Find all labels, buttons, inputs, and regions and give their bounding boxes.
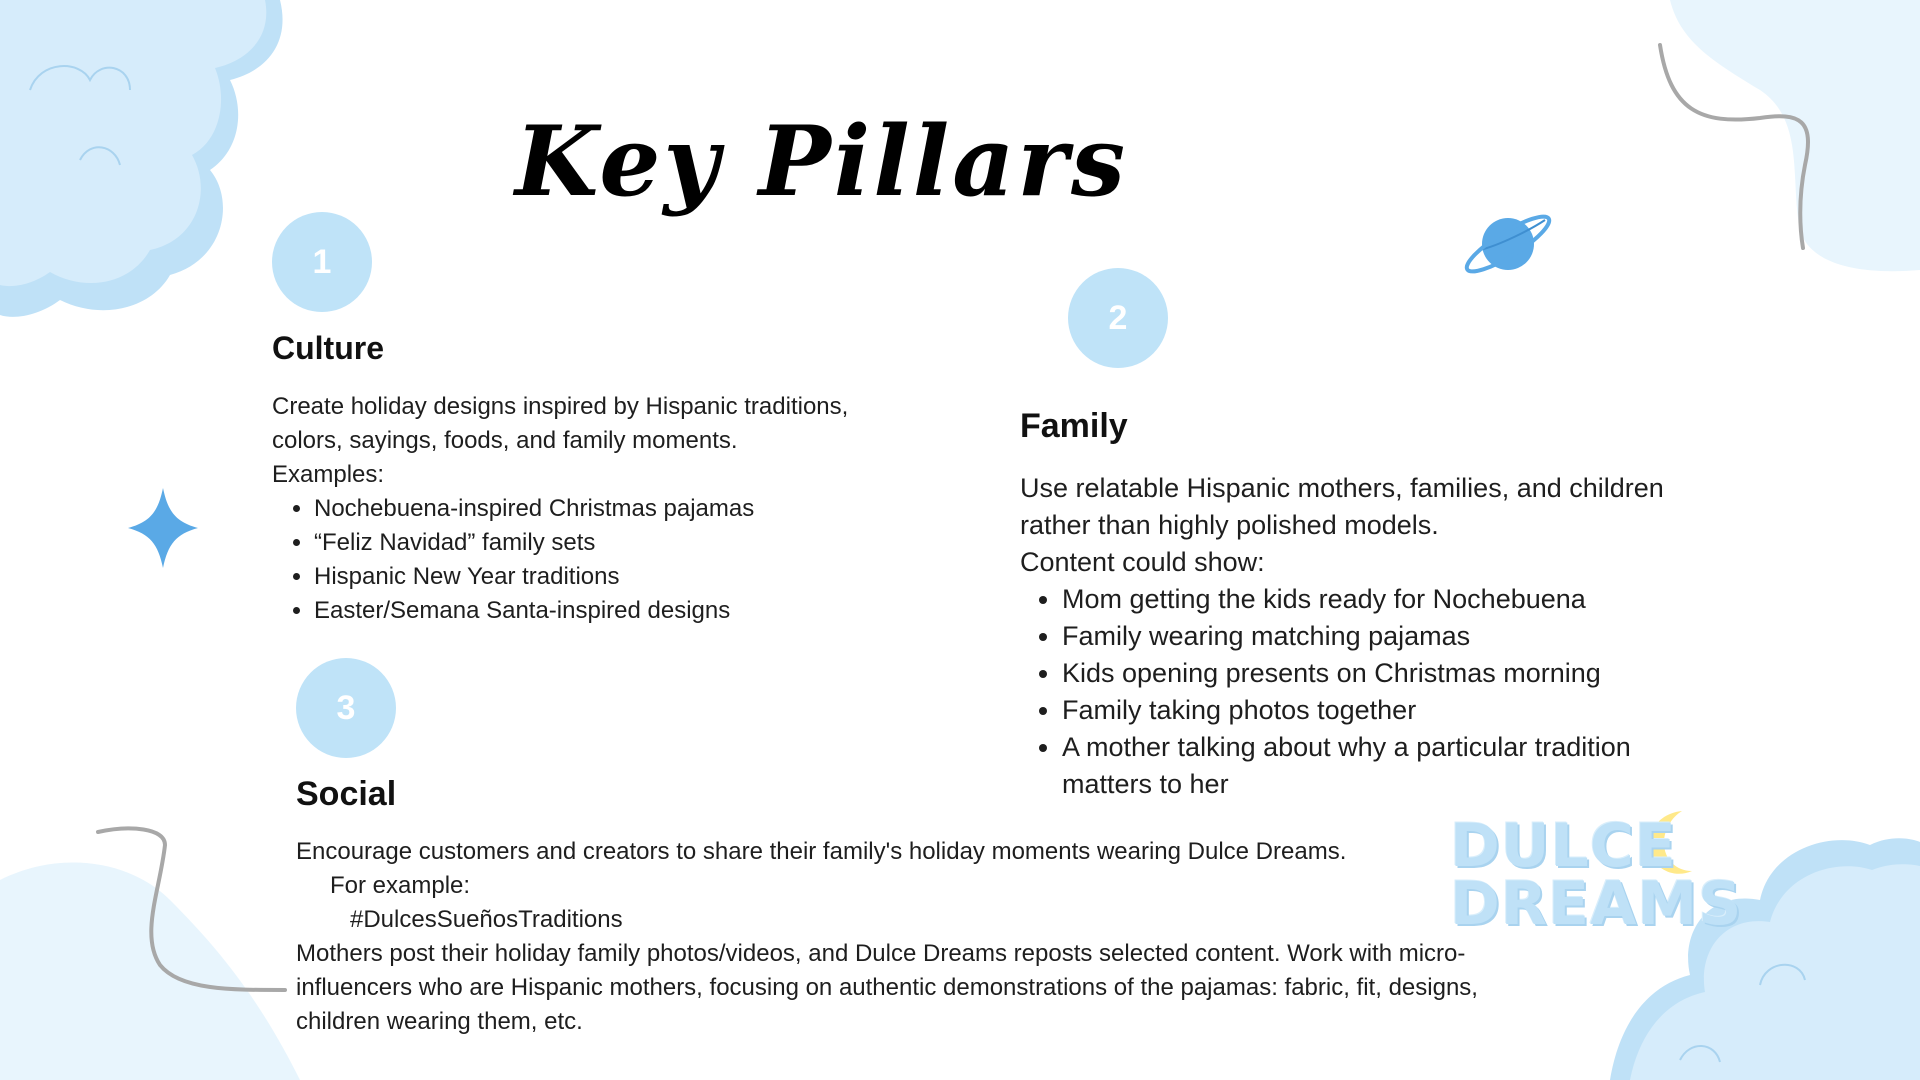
page-title: Key Pillars [515,105,1129,218]
list-item: • “Feliz Navidad” family sets [314,526,912,560]
list-item: • A mother talking about why a particular tradition matters to her [1062,729,1720,803]
pillar-body-text: Mothers post their holiday family photos/videos, and Dulce Dreams reposts selected content. Work with micro-influencers who are Hispanic mothers, focusing on authentic demonstrations of the pajamas: fabric, fit, designs, children wearing them, etc. [296,940,1478,1035]
pillar-lead: Examples: [272,461,385,488]
four-point-star-icon [128,488,198,568]
cloud-icon [1660,0,1920,271]
pillar-list [272,492,912,628]
list-item: • Hispanic New Year traditions [314,560,912,594]
pillar-list [1020,581,1720,803]
pillar-intro: Create holiday designs inspired by Hispanic traditions, colors, sayings, foods, and family moments. [272,393,849,454]
pillar-body-culture [272,390,912,628]
pillar-body-social [296,835,1536,1039]
logo-line-2: DREAMS [1450,869,1743,939]
pillar-heading-social: Social [296,775,397,813]
pillar-number-badge: 1 [272,212,372,312]
list-item: • Family taking photos together [1062,692,1720,729]
cloud-icon [0,0,283,317]
pillar-heading-culture: Culture [272,330,384,366]
pillar-lead: Content could show: [1020,547,1265,577]
list-item: • Kids opening presents on Christmas morning [1062,655,1720,692]
list-item: • Mom getting the kids ready for Nochebuena [1062,581,1720,618]
list-item: • Nochebuena-inspired Christmas pajamas [314,492,912,526]
dulce-dreams-logo [1450,805,1743,945]
list-item: • Easter/Semana Santa-inspired designs [314,594,912,628]
planet-icon [1461,208,1555,279]
cloud-icon [0,828,300,1080]
pillar-heading-family: Family [1020,407,1128,445]
pillar-intro: Use relatable Hispanic mothers, families, and children rather than highly polished models. [1020,473,1664,540]
pillar-number-badge: 2 [1068,268,1168,368]
pillar-body-family [1020,470,1720,803]
hashtag: #DulcesSueñosTraditions [350,906,623,933]
logo-line-1: DULCE [1450,811,1677,881]
pillar-lead: For example: [330,872,471,899]
pillar-number-badge: 3 [296,658,396,758]
pillar-intro: Encourage customers and creators to share their family's holiday moments wearing Dulce Dreams. [296,838,1347,865]
list-item: • Family wearing matching pajamas [1062,618,1720,655]
